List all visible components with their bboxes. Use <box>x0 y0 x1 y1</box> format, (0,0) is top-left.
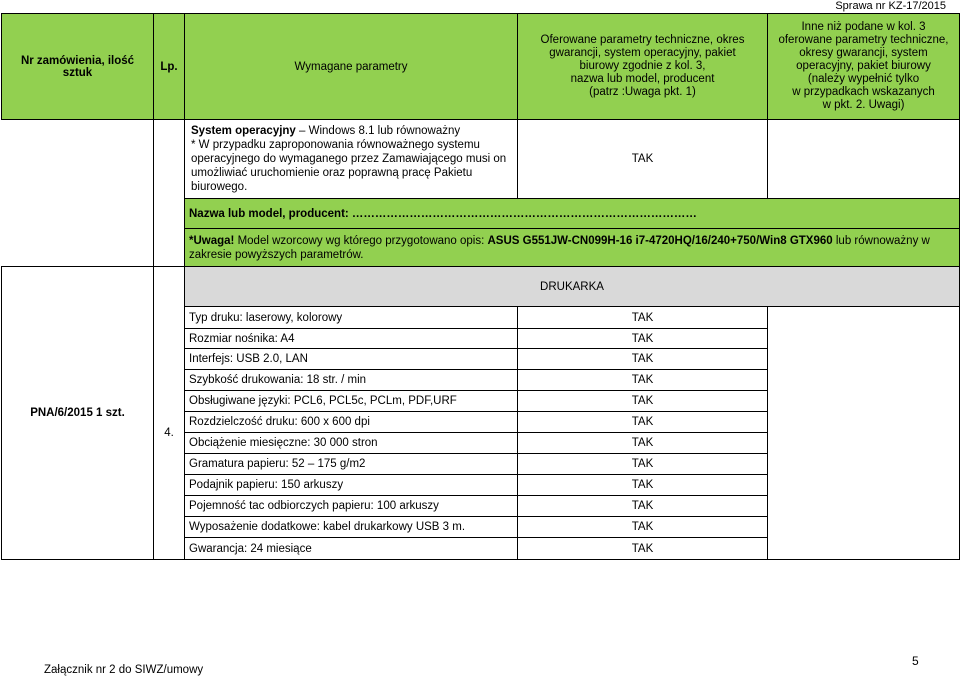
footer-attachment: Załącznik nr 2 do SIWZ/umowy <box>44 664 204 676</box>
param-label: Typ druku: laserowy, kolorowy <box>185 307 518 329</box>
header-offered-line: (patrz :Uwaga pkt. 1) <box>589 86 696 98</box>
param-label: Wyposażenie dodatkowe: kabel drukarkowy USB 3 m. <box>185 517 518 538</box>
system-other <box>768 120 960 199</box>
param-label: Gramatura papieru: 52 – 175 g/m2 <box>185 454 518 475</box>
header-order: Nr zamówienia, ilość sztuk <box>2 14 154 120</box>
uwaga-label: *Uwaga! <box>189 234 235 247</box>
header-row <box>2 14 960 120</box>
lp-cell: 4. <box>154 267 185 560</box>
header-other-line: operacyjny, pakiet biurowy <box>796 60 931 72</box>
param-label: Pojemność tac odbiorczych papieru: 100 arkuszy <box>185 496 518 517</box>
header-other <box>768 14 960 120</box>
param-answer: TAK <box>518 538 768 560</box>
empty-cell <box>2 199 154 229</box>
header-offered-line: Oferowane parametry techniczne, okres <box>540 34 745 46</box>
system-value: – Windows 8.1 lub równoważny <box>295 125 461 137</box>
param-label: Rozdzielczość druku: 600 x 600 dpi <box>185 412 518 433</box>
header-offered <box>518 14 768 120</box>
header-other-line: w przypadkach wskazanych <box>792 86 935 98</box>
header-offered-line: gwarancji, system operacyjny, pakiet <box>549 47 736 59</box>
header-other-line: oferowane parametry techniczne, <box>778 34 949 46</box>
param-label: Obsługiwane języki: PCL6, PCL5c, PCLm, PDF,URF <box>185 391 518 412</box>
param-answer: TAK <box>518 391 768 412</box>
param-answer: TAK <box>518 433 768 454</box>
drukarka-header: DRUKARKA <box>185 267 960 307</box>
uwaga-tail: lub równoważny w zakresie powyższych parametrów. <box>189 234 930 261</box>
order-cell: PNA/6/2015 1 szt. <box>2 267 154 560</box>
empty-cell <box>154 120 185 199</box>
param-answer: TAK <box>518 412 768 433</box>
param-answer: TAK <box>518 329 768 349</box>
system-label: System operacyjny <box>191 125 296 137</box>
system-requirement <box>185 120 518 199</box>
uwaga-note <box>185 229 960 267</box>
param-answer: TAK <box>518 454 768 475</box>
system-answer: TAK <box>518 120 768 199</box>
header-params: Wymagane parametry <box>185 14 518 120</box>
header-lp: Lp. <box>154 14 185 120</box>
param-answer: TAK <box>518 475 768 496</box>
header-offered-line: biurowy zgodnie z kol. 3, <box>579 60 706 72</box>
empty-cell <box>154 229 185 267</box>
param-label: Rozmiar nośnika: A4 <box>185 329 518 349</box>
param-answer: TAK <box>518 349 768 370</box>
param-label: Szybkość drukowania: 18 str. / min <box>185 370 518 391</box>
empty-cell <box>2 229 154 267</box>
param-answer: TAK <box>518 517 768 538</box>
empty-cell <box>154 199 185 229</box>
param-label: Interfejs: USB 2.0, LAN <box>185 349 518 370</box>
header-other-line: Inne niż podane w kol. 3 <box>801 21 926 33</box>
param-other <box>768 307 960 560</box>
uwaga-model: ASUS G551JW-CN099H-16 i7-4720HQ/16/240+750/Win8 GTX960 <box>487 234 833 247</box>
header-other-line: okresy gwarancji, system <box>799 47 928 59</box>
param-label: Gwarancja: 24 miesiące <box>185 538 518 560</box>
param-label: Podajnik papieru: 150 arkuszy <box>185 475 518 496</box>
system-note: * W przypadku zaproponowania równoważnego systemu operacyjnego do wymaganego przez Zamawiającego musi on umożliwiać uruchomienie oraz poprawną pracę Pakietu biurowego. <box>191 139 507 193</box>
empty-cell <box>2 120 154 199</box>
param-answer: TAK <box>518 307 768 329</box>
system-row <box>2 120 960 199</box>
nazwa-row <box>2 199 960 229</box>
nazwa-field: Nazwa lub model, producent: ……………………………………………………………………………… <box>185 199 960 229</box>
param-answer: TAK <box>518 370 768 391</box>
uwaga-row <box>2 229 960 267</box>
page-number: 5 <box>912 654 919 668</box>
header-offered-line: nazwa lub model, producent <box>570 73 715 85</box>
param-label: Obciążenie miesięczne: 30 000 stron <box>185 433 518 454</box>
uwaga-text: Model wzorcowy wg którego przygotowano opis: <box>234 234 488 247</box>
header-other-line: w pkt. 2. Uwagi) <box>822 99 905 111</box>
header-other-line: (należy wypełnić tylko <box>807 73 920 85</box>
case-number: Sprawa nr KZ-17/2015 <box>835 0 946 12</box>
drukarka-row <box>2 267 960 307</box>
param-answer: TAK <box>518 496 768 517</box>
spec-table <box>1 13 960 560</box>
